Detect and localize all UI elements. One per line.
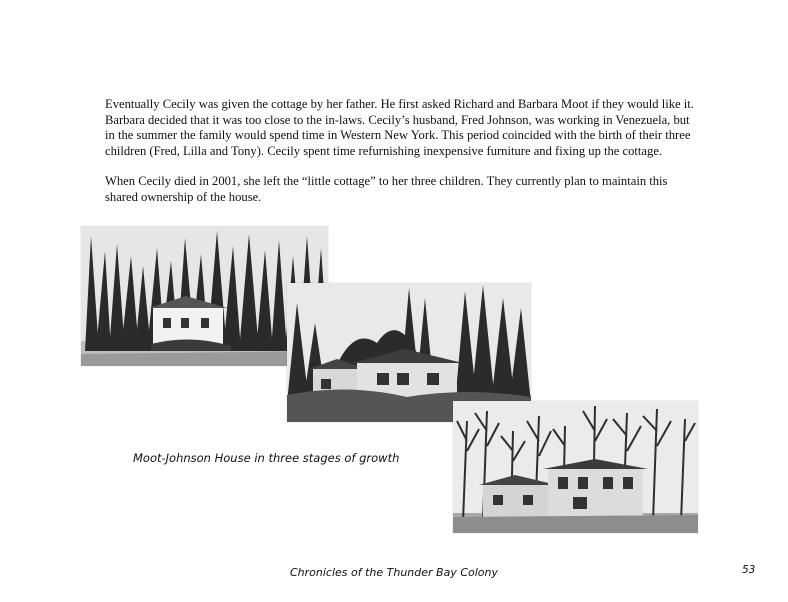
body-text [105, 97, 695, 221]
paragraph-1: Eventually Cecily was given the cottage by her father. He first asked Richard and Barbara Moot if they would like it. Barbara decided that it was too close to the in-laws. Cecily’s husband, Fred Johnson, was working in Venezuela, but in the summer the family would spend time in Western New York. This period coincided with the birth of their three children (Fred, Lilla and Tony). Cecily spent time refurnishing inexpensive furniture and fixing up the cottage. [105, 97, 694, 158]
footer-title: Chronicles of the Thunder Bay Colony [289, 566, 499, 579]
photo-caption: Moot-Johnson House in three stages of growth [133, 451, 400, 465]
page-number: 53 [742, 564, 756, 576]
house-photo-stage-3 [453, 401, 698, 533]
paragraph-2: When Cecily died in 2001, she left the “little cottage” to her three children. They currently plan to maintain this shared ownership of the house. [105, 174, 668, 204]
